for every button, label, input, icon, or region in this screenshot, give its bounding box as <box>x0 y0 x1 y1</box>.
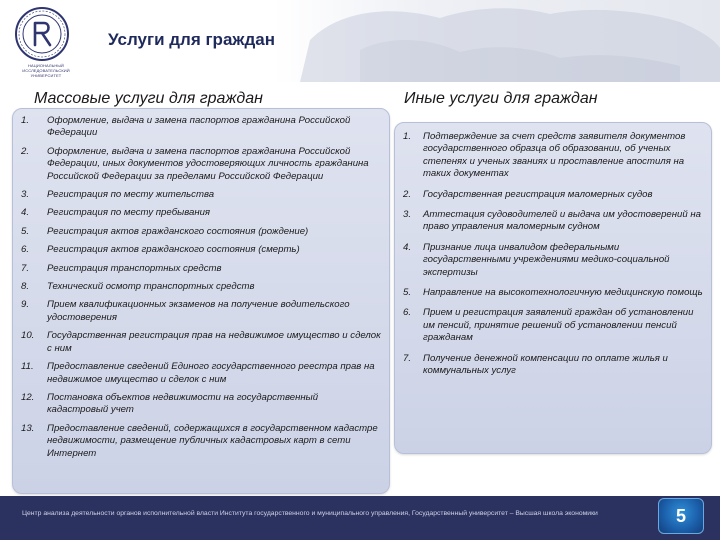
item-text: Направление на высокотехнологичную медицинскую помощь <box>423 287 703 299</box>
item-number: 4. <box>403 241 412 253</box>
list-item <box>403 209 703 234</box>
item-number: 5. <box>21 225 30 237</box>
list-item <box>403 307 703 344</box>
item-text: Регистрация по месту пребывания <box>47 207 211 219</box>
organization-name: НАЦИОНАЛЬНЫЙ ИССЛЕДОВАТЕЛЬСКИЙ УНИВЕРСИТЕТ <box>22 63 70 78</box>
list-item <box>21 423 381 460</box>
item-number: 6. <box>403 307 412 319</box>
list-item <box>21 244 381 256</box>
list-item <box>21 281 381 293</box>
list-item <box>21 207 381 219</box>
item-number: 3. <box>21 189 30 201</box>
item-number: 13. <box>21 422 35 434</box>
item-number: 2. <box>403 188 412 200</box>
item-text: Подтверждение за счет средств заявителя документов государственного образца об образовании, об ученых степенях и ученых званиях и проставление апостиля на таких документах <box>423 131 686 180</box>
item-text: Государственная регистрация прав на недвижимое имущество и сделок с ним <box>47 330 381 354</box>
item-text: Предоставление сведений Единого государственного реестра прав на недвижимое имущество и сделок с ним <box>47 361 375 385</box>
item-text: Оформление, выдача и замена паспортов гражданина Российской Федерации, иных документов удостоверяющих личность гражданина Российской Федерации за пределами Российской Федерации <box>47 145 369 182</box>
footer-bar <box>0 496 720 540</box>
item-number: 1. <box>403 131 412 142</box>
item-number: 11. <box>21 361 34 373</box>
list-item <box>403 189 703 201</box>
list-item <box>403 242 703 279</box>
world-map-background <box>300 0 720 82</box>
mass-services-list <box>13 109 389 460</box>
footer-text: Центр анализа деятельности органов исполнительной власти Института государственного и муниципального управления, Государственный университет – Высшая школа экономики <box>22 510 598 517</box>
item-text: Аттестация судоводителей и выдача им удостоверений на право управления маломерным судном <box>423 209 701 233</box>
list-item <box>403 353 703 378</box>
list-item <box>21 189 381 201</box>
item-text: Постановка объектов недвижимости на государственный кадастровый учет <box>47 391 319 416</box>
university-logo-icon <box>14 6 70 62</box>
page-number-badge: 5 <box>658 498 704 534</box>
list-item <box>403 131 703 181</box>
item-number: 7. <box>21 262 30 274</box>
item-text: Прием и регистрация заявлений граждан об установлении им пенсий, принятие решений об установлении пенсий гражданам <box>423 307 694 344</box>
item-number: 4. <box>21 207 30 219</box>
item-text: Получение денежной компенсации по оплате жилья и коммунальных услуг <box>423 352 668 377</box>
item-text: Технический осмотр транспортных средств <box>47 281 255 293</box>
item-number: 9. <box>21 299 30 311</box>
item-number: 10. <box>21 330 35 342</box>
item-number: 2. <box>21 145 30 157</box>
item-text: Регистрация актов гражданского состояния (рождение) <box>47 225 309 237</box>
item-text: Признание лица инвалидом федеральными государственными учреждениями медико-социальной экспертизы <box>423 241 670 278</box>
other-services-panel <box>394 122 712 454</box>
other-services-list <box>395 123 711 378</box>
item-text: Предоставление сведений, содержащихся в государственном кадастре недвижимости, размещение публичных кадастровых карт в сети Интернет <box>47 422 378 459</box>
item-number: 8. <box>21 281 30 293</box>
list-item <box>21 299 381 324</box>
item-number: 1. <box>21 115 30 126</box>
item-text: Государственная регистрация маломерных судов <box>423 188 653 200</box>
item-number: 12. <box>21 391 35 403</box>
left-column-heading: Массовые услуги для граждан <box>34 90 263 107</box>
item-text: Регистрация транспортных средств <box>47 262 222 274</box>
mass-services-panel <box>12 108 390 494</box>
list-item <box>21 146 381 183</box>
page-title: Услуги для граждан <box>108 30 275 49</box>
right-column-heading: Иные услуги для граждан <box>404 90 598 107</box>
item-text: Регистрация по месту жительства <box>47 189 215 201</box>
item-number: 7. <box>403 352 412 364</box>
item-number: 6. <box>21 244 30 256</box>
item-text: Регистрация актов гражданского состояния (смерть) <box>47 244 300 256</box>
list-item <box>21 263 381 275</box>
item-number: 3. <box>403 209 412 221</box>
item-text: Прием квалификационных экзаменов на получение водительского удостоверения <box>47 299 350 323</box>
list-item <box>21 392 381 417</box>
item-number: 5. <box>403 287 412 299</box>
list-item <box>21 330 381 355</box>
item-text: Оформление, выдача и замена паспортов гражданина Российской Федерации <box>47 115 351 139</box>
header-bar <box>0 0 720 82</box>
list-item <box>21 226 381 238</box>
list-item <box>403 287 703 299</box>
list-item <box>21 361 381 386</box>
list-item <box>21 115 381 140</box>
